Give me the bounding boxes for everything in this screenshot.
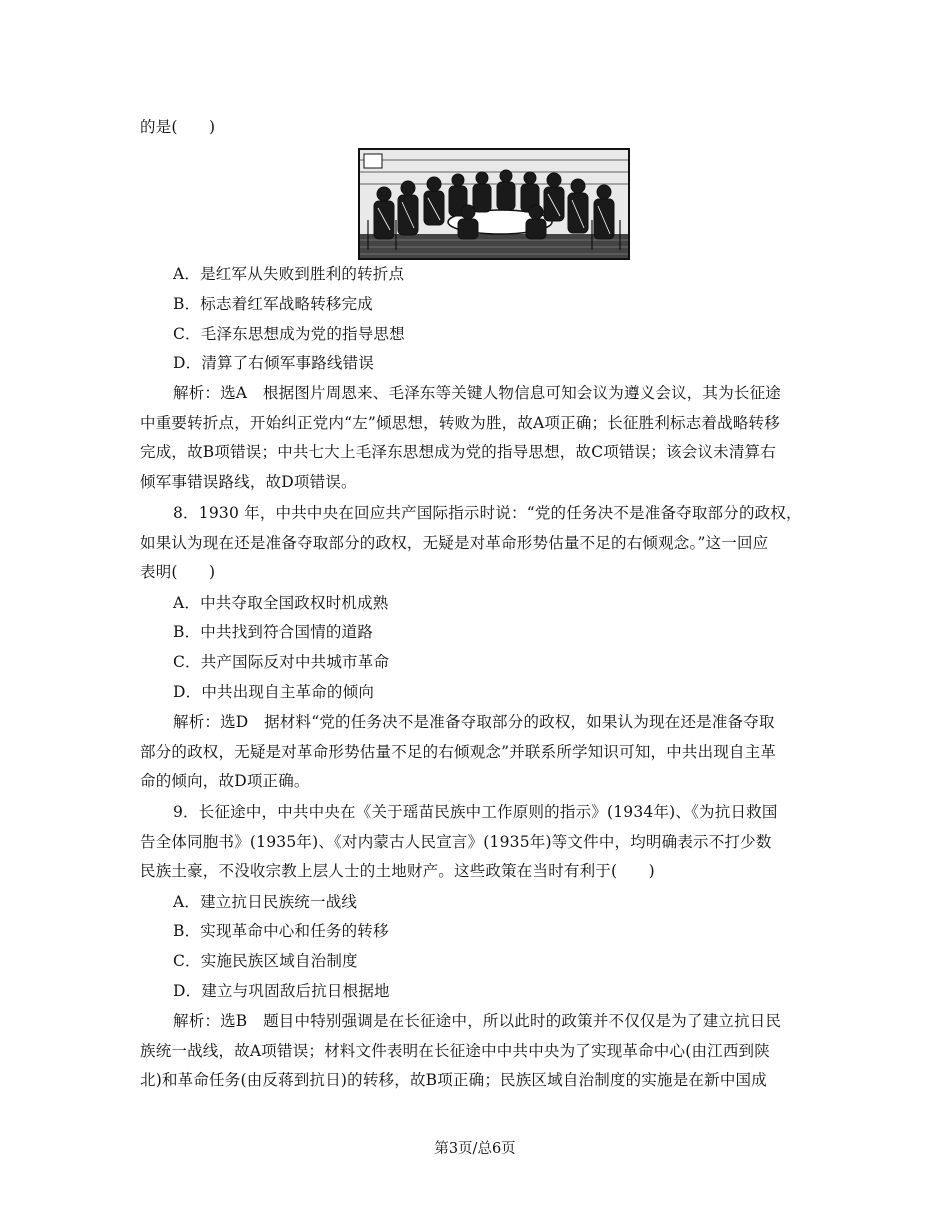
page-number-footer: 第3页/总6页 [434, 1141, 516, 1157]
option-d: D．清算了右倾军事路线错误 [173, 354, 375, 372]
option-c: C．实施民族区域自治制度 [173, 952, 358, 970]
analysis-line: 解析：选A 根据图片周恩来、毛泽东等关键人物信息可知会议为遵义会议，其为长征途 [173, 384, 781, 402]
question-8-line: 表明( ) [140, 563, 216, 581]
analysis-line: 部分的政权，无疑是对革命形势估量不足的右倾观念”并联系所学知识可知，中共出现自主革 [140, 743, 777, 761]
zunyi-meeting-woodcut-image [358, 148, 630, 260]
analysis-line: 北)和革命任务(由反蒋到抗日)的转移，故B项正确；民族区域自治制度的实施是在新中国成 [140, 1071, 767, 1089]
analysis-line: 解析：选B 题目中特别强调是在长征途中，所以此时的政策并不仅仅是为了建立抗日民 [173, 1012, 782, 1030]
option-a: A．中共夺取全国政权时机成熟 [173, 594, 389, 612]
analysis-line: 解析：选D 据材料“党的任务决不是准备夺取部分的政权，如果认为现在还是准备夺取 [173, 713, 775, 731]
question-8-line: 8．1930 年，中共中央在回应共产国际指示时说：“党的任务决不是准备夺取部分的政权， [173, 504, 802, 522]
option-c: C．毛泽东思想成为党的指导思想 [173, 325, 405, 343]
option-d: D．建立与巩固敌后抗日根据地 [173, 982, 390, 1000]
option-b: B．中共找到符合国情的道路 [173, 623, 373, 641]
question-8-line: 如果认为现在还是准备夺取部分的政权，无疑是对革命形势估量不足的右倾观念。”这一回应 [140, 534, 769, 552]
question-9-line: 9．长征途中，中共中央在《关于瑶苗民族中工作原则的指示》(1934年)、《为抗日救国 [173, 803, 778, 821]
analysis-line: 完成，故B项错误；中共七大上毛泽东思想成为党的指导思想，故C项错误；该会议未清算右 [140, 443, 776, 461]
option-b: B．标志着红军战略转移完成 [173, 295, 373, 313]
analysis-line: 族统一战线，故A项错误；材料文件表明在长征途中中共中央为了实现革命中心(由江西到陕 [140, 1042, 770, 1060]
analysis-line: 中重要转折点，开始纠正党内“左”倾思想，转败为胜，故A项正确；长征胜利标志着战略转移 [140, 414, 780, 432]
option-a: A．是红军从失败到胜利的转折点 [173, 265, 405, 283]
analysis-line: 倾军事错误路线，故D项错误。 [140, 473, 357, 491]
question-9-line: 民族土豪，不没收宗教上层人士的土地财产。这些政策在当时有利于( ) [140, 862, 655, 880]
option-c: C．共产国际反对中共城市革命 [173, 653, 390, 671]
option-d: D．中共出现自主革命的倾向 [173, 683, 375, 701]
analysis-line: 命的倾向，故D项正确。 [140, 772, 310, 790]
option-b: B．实现革命中心和任务的转移 [173, 922, 389, 940]
option-a: A．建立抗日民族统一战线 [173, 893, 358, 911]
question-stem-tail: 的是( ) [140, 118, 216, 136]
question-9-line: 告全体同胞书》(1935年)、《对内蒙古人民宣言》(1935年)等文件中，均明确表示不打少数 [140, 833, 772, 851]
